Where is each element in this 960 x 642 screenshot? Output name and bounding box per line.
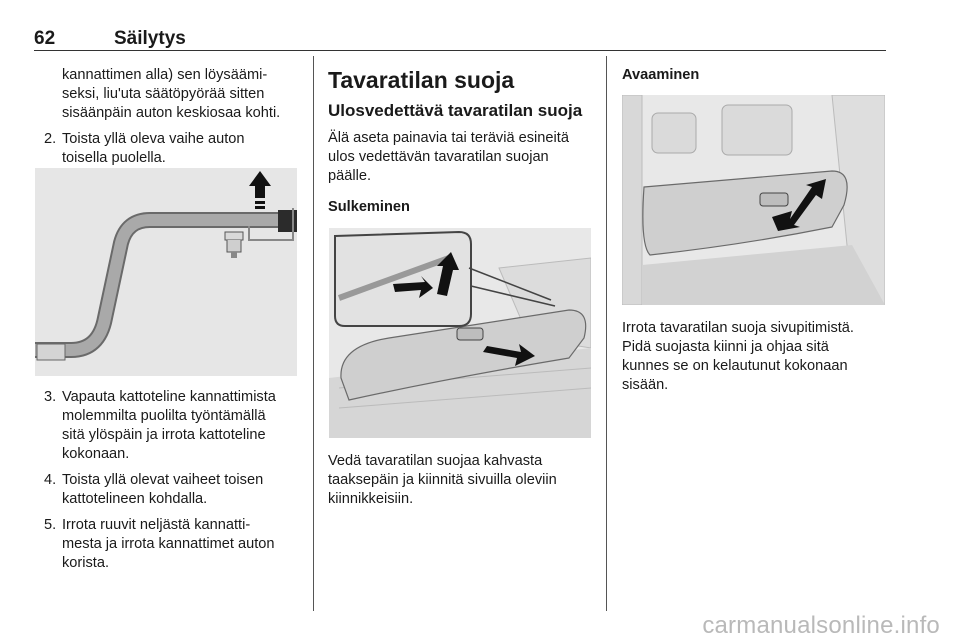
text-line: kattotelineen kohdalla. — [62, 491, 208, 507]
text-line: Toista yllä oleva vaihe auton — [62, 131, 245, 147]
step-number: 2. — [44, 131, 57, 147]
header-divider — [34, 50, 886, 51]
text-line: toisella puolella. — [62, 150, 166, 166]
page-header — [34, 28, 886, 52]
roof-rack-illustration — [35, 168, 297, 376]
cover-opening-illustration — [622, 95, 885, 305]
right-column — [622, 66, 890, 85]
text-line: seksi, liu'uta säätöpyörää sitten — [62, 86, 265, 102]
page-number: 62 — [34, 28, 56, 49]
left-column-lower — [36, 388, 304, 580]
step-number: 3. — [44, 389, 57, 405]
text-line: kannattimen alla) sen löysäämi- — [62, 67, 268, 83]
text-line: Älä aseta painavia tai teräviä esineitä — [328, 130, 569, 146]
text-line: sisään. — [622, 377, 669, 393]
closing-heading: Sulkeminen — [328, 199, 410, 215]
text-line: Irrota ruuvit neljästä kannatti- — [62, 517, 251, 533]
column-divider-1 — [313, 56, 314, 611]
watermark: carmanualsonline.info — [702, 612, 940, 639]
text-line: päälle. — [328, 168, 372, 184]
opening-paragraph — [622, 319, 890, 395]
step-3 — [36, 388, 304, 464]
text-line: Vapauta kattoteline kannattimista — [62, 389, 276, 405]
closing-paragraph — [328, 452, 596, 509]
text-line: molemmilta puolilta työntämällä — [62, 408, 266, 424]
continued-step-text — [36, 66, 304, 123]
intro-paragraph — [328, 129, 596, 186]
step-2 — [36, 130, 304, 168]
opening-heading: Avaaminen — [622, 67, 700, 83]
section-title: Tavaratilan suoja — [328, 67, 515, 93]
text-line: kiinnikkeisiin. — [328, 491, 414, 507]
cover-closing-illustration — [329, 228, 591, 438]
text-line: mesta ja irrota kannattimet auton — [62, 536, 275, 552]
step-number: 5. — [44, 517, 57, 533]
text-line: Pidä suojasta kiinni ja ohjaa sitä — [622, 339, 829, 355]
text-line: kokonaan. — [62, 446, 130, 462]
text-line: kunnes se on kelautunut kokonaan — [622, 358, 848, 374]
text-line: Toista yllä olevat vaiheet toisen — [62, 472, 264, 488]
chapter-title: Säilytys — [114, 28, 186, 49]
text-line: taaksepäin ja kiinnitä sivuilla oleviin — [328, 472, 557, 488]
step-number: 4. — [44, 472, 57, 488]
step-4 — [36, 471, 304, 509]
step-5 — [36, 516, 304, 573]
text-line: Vedä tavaratilan suojaa kahvasta — [328, 453, 543, 469]
text-line: Irrota tavaratilan suoja sivupitimistä. — [622, 320, 854, 336]
left-column — [36, 66, 304, 175]
section-subtitle: Ulosvedettävä tavaratilan suoja — [328, 101, 583, 120]
middle-column — [328, 66, 596, 217]
text-line: sitä ylöspäin ja irrota kattoteline — [62, 427, 266, 443]
text-line: korista. — [62, 555, 110, 571]
text-line: ulos vedettävän tavaratilan suojan — [328, 149, 549, 165]
text-line: sisäänpäin auton keskiosaa kohti. — [62, 105, 281, 121]
column-divider-2 — [606, 56, 607, 611]
